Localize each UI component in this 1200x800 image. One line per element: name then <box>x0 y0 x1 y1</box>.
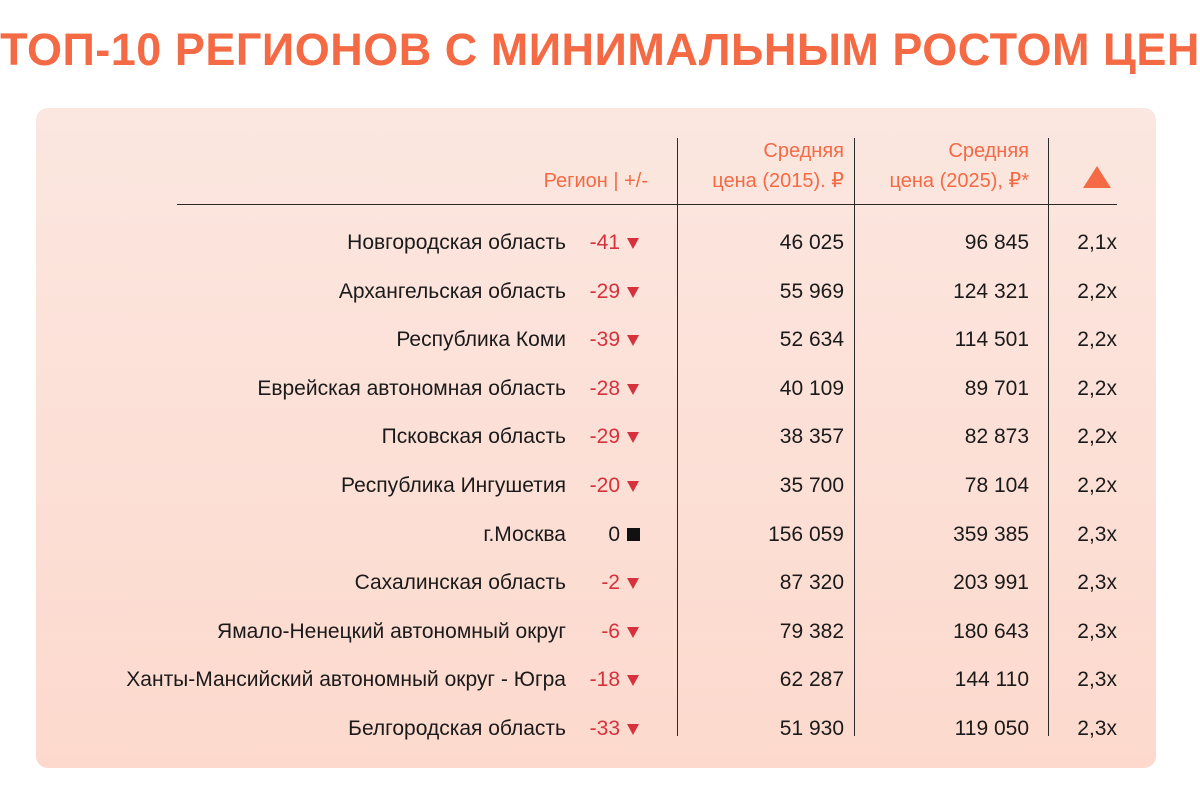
table-row <box>0 471 1200 501</box>
region-name: Сахалинская область <box>354 571 566 594</box>
table-row <box>0 568 1200 598</box>
square-icon <box>627 528 640 541</box>
growth-ratio: 2,2x <box>1077 377 1117 400</box>
column-header-price-2025: Средняя цена (2025), ₽* <box>889 140 1029 192</box>
rank-change: -18 <box>589 668 620 691</box>
rank-change: -39 <box>589 328 620 351</box>
down-triangle-icon <box>627 471 639 501</box>
down-triangle-icon <box>627 617 639 647</box>
triangle-down-icon <box>627 238 639 249</box>
price-2025: 124 321 <box>953 280 1029 303</box>
price-2015: 156 059 <box>768 523 844 546</box>
rank-change: -33 <box>589 717 620 740</box>
table-row <box>0 277 1200 307</box>
price-2015: 38 357 <box>779 425 844 448</box>
down-triangle-icon <box>627 665 639 695</box>
price-2025: 144 110 <box>954 668 1029 691</box>
region-name: Новгородская область <box>347 231 566 254</box>
down-triangle-icon <box>627 714 639 744</box>
price-2025: 78 104 <box>964 474 1029 497</box>
table-row <box>0 325 1200 355</box>
table-row <box>0 374 1200 404</box>
price-2025: 180 643 <box>953 620 1029 643</box>
down-triangle-icon <box>627 277 639 307</box>
triangle-down-icon <box>627 432 639 443</box>
price-2015: 55 969 <box>779 280 844 303</box>
region-name: Белгородская область <box>348 717 566 740</box>
down-triangle-icon <box>627 325 639 355</box>
growth-ratio: 2,3x <box>1077 620 1117 643</box>
price-2015: 62 287 <box>779 668 844 691</box>
growth-ratio: 2,3x <box>1077 668 1117 691</box>
table-row <box>0 665 1200 695</box>
triangle-down-icon <box>627 627 639 638</box>
growth-ratio: 2,3x <box>1077 571 1117 594</box>
triangle-down-icon <box>627 335 639 346</box>
rank-change: 0 <box>608 523 620 546</box>
table-row <box>0 617 1200 647</box>
down-triangle-icon <box>627 568 639 598</box>
triangle-down-icon <box>627 384 639 395</box>
region-name: Ямало-Ненецкий автономный округ <box>217 620 566 643</box>
growth-ratio: 2,2x <box>1077 474 1117 497</box>
region-name: Ханты-Мансийский автономный округ - Югра <box>126 668 566 691</box>
price-2025: 82 873 <box>964 425 1029 448</box>
region-name: Псковская область <box>381 425 566 448</box>
growth-ratio: 2,2x <box>1077 328 1117 351</box>
down-triangle-icon <box>627 374 639 404</box>
down-triangle-icon <box>627 228 639 258</box>
triangle-down-icon <box>627 481 639 492</box>
region-name: Республика Коми <box>396 328 566 351</box>
page-title: ТОП-10 РЕГИОНОВ С МИНИМАЛЬНЫМ РОСТОМ ЦЕН <box>0 24 1200 75</box>
down-triangle-icon <box>627 422 639 452</box>
column-header-price-2015: Средняя цена (2015). ₽ <box>712 140 844 192</box>
rank-change: -29 <box>589 280 620 303</box>
price-2025: 203 991 <box>953 571 1029 594</box>
triangle-down-icon <box>627 287 639 298</box>
growth-ratio: 2,2x <box>1077 280 1117 303</box>
region-name: Архангельская область <box>338 280 566 303</box>
table-row <box>0 422 1200 452</box>
price-2025: 359 385 <box>953 523 1029 546</box>
price-2015: 52 634 <box>779 328 844 351</box>
rank-change: -20 <box>589 474 620 497</box>
price-2015: 51 930 <box>779 717 844 740</box>
price-2015: 35 700 <box>779 474 844 497</box>
rank-change: -28 <box>589 377 620 400</box>
header-divider <box>177 204 1117 205</box>
triangle-down-icon <box>627 724 639 735</box>
region-name: Республика Ингушетия <box>340 474 566 497</box>
rank-change: -2 <box>601 571 620 594</box>
region-name: Еврейская автономная область <box>257 377 566 400</box>
price-2015: 40 109 <box>779 377 844 400</box>
price-2015: 87 320 <box>779 571 844 594</box>
growth-ratio: 2,3x <box>1077 717 1117 740</box>
triangle-up-icon <box>1083 166 1111 188</box>
triangle-down-icon <box>627 675 639 686</box>
price-2015: 46 025 <box>779 231 844 254</box>
growth-ratio: 2,2x <box>1077 425 1117 448</box>
growth-ratio: 2,3x <box>1077 523 1117 546</box>
rank-change: -6 <box>601 620 620 643</box>
rank-change: -29 <box>589 425 620 448</box>
price-2025: 96 845 <box>964 231 1029 254</box>
region-name: г.Москва <box>483 523 566 546</box>
no-change-square-icon <box>627 520 640 550</box>
table-row <box>0 714 1200 744</box>
growth-ratio: 2,1x <box>1077 231 1117 254</box>
price-2025: 119 050 <box>954 717 1029 740</box>
price-2025: 114 501 <box>954 328 1029 351</box>
rank-change: -41 <box>589 231 620 254</box>
triangle-down-icon <box>627 578 639 589</box>
price-2025: 89 701 <box>964 377 1029 400</box>
table-row <box>0 520 1200 550</box>
column-header-region: Регион | +/- <box>543 170 648 192</box>
price-2015: 79 382 <box>779 620 844 643</box>
table-row <box>0 228 1200 258</box>
